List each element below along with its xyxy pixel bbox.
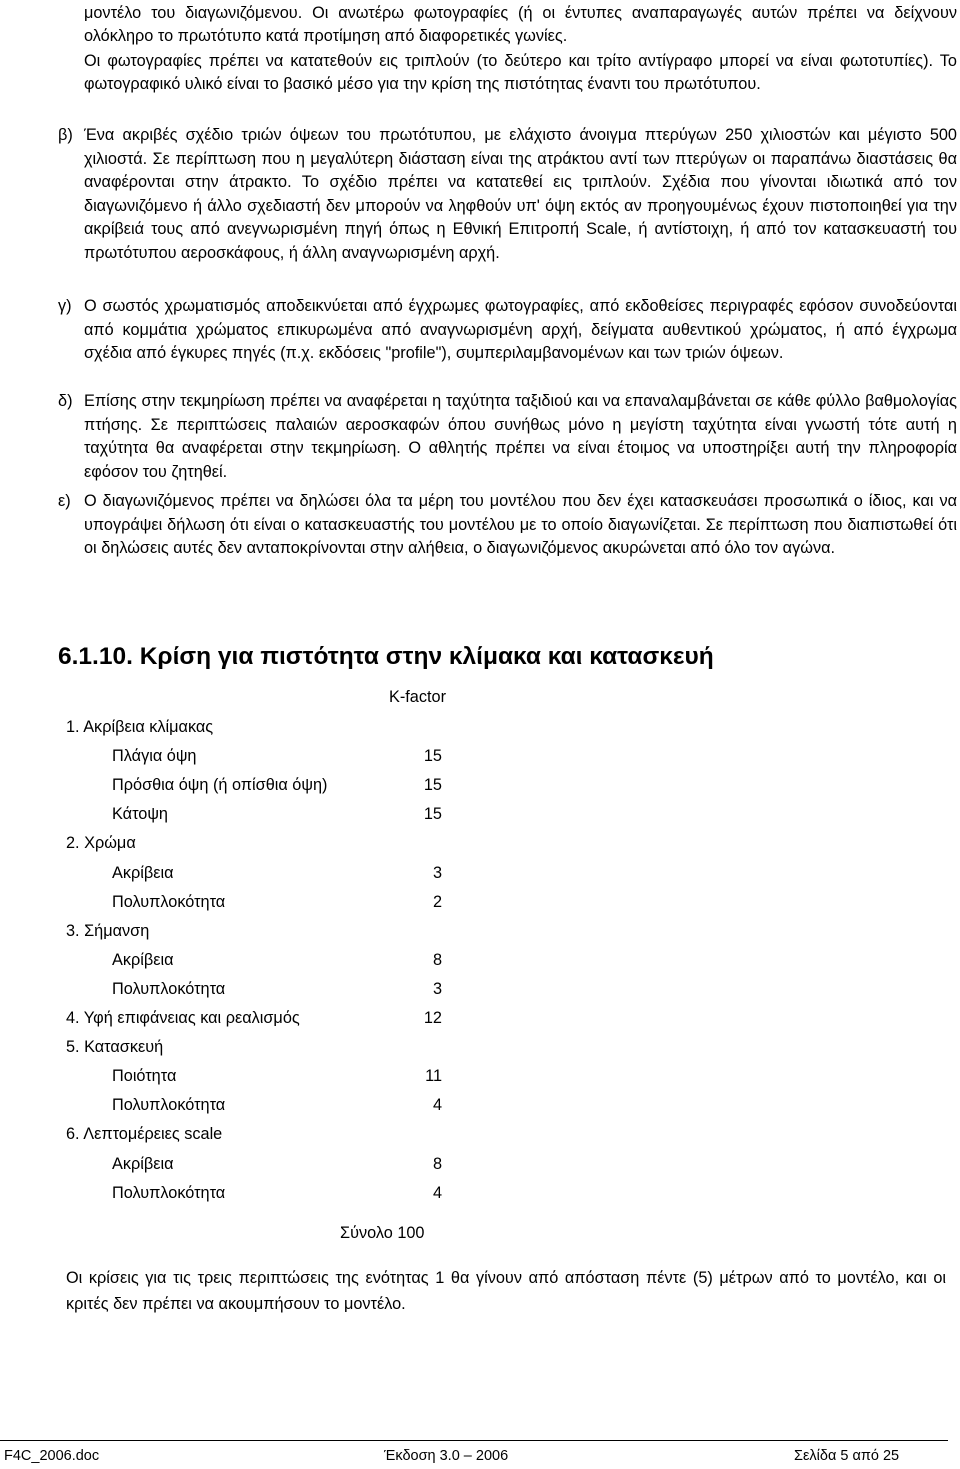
list-item-text: Επίσης στην τεκμηρίωση πρέπει να αναφέρεται η ταχύτητα ταξιδιού και να επαναλαμβάνεται σε κάθε φύλλο βαθμολογίας πτήσης. Σε περιπτώσεις παλαιών αεροσκαφών όπου συνήθως μόνο η μεγίστη ταχύτητα είναι γνωστή τότε αυτή η ταχύτητα θα αναφέρεται στην τεκμηρίωση. Ο αθλητής πρέπει να είναι έτοιμος να υποστηρίξει αυτή την πληροφορία εφόσον του ζητηθεί. (84, 392, 957, 481)
score-kfactor-value: 15 (423, 776, 442, 794)
score-kfactor-value: 8 (432, 951, 442, 969)
total-score: Σύνολο 100 (340, 1224, 425, 1242)
score-category-label: 6. Λεπτομέρειες scale (66, 1125, 223, 1143)
section-heading: 6.1.10. Κρίση για πιστότητα στην κλίμακα και κατασκευή (58, 643, 714, 670)
kfactor-column-header: K-factor (389, 688, 447, 706)
score-kfactor-value: 4 (432, 1184, 442, 1202)
score-category-label: 4. Υφή επιφάνειας και ρεαλισμός (66, 1009, 300, 1027)
score-kfactor-value: 3 (432, 980, 442, 998)
footer-filename: F4C_2006.doc (4, 1448, 100, 1464)
footer-divider (0, 1440, 948, 1441)
list-item-text: Ο διαγωνιζόμενος πρέπει να δηλώσει όλα τα μέρη του μοντέλου που δεν έχει κατασκευάσει προσωπικά ο ίδιος, και να υπογράψει δήλωση ότι είναι ο κατασκευαστής του μοντέλου με το οποίο διαγωνίζεται. Σε περίπτωση που διαπιστωθεί ότι οι δηλώσεις αυτές δεν ανταποκρίνονται στην αλήθεια, ο διαγωνιζόμενος ακυρώνεται από όλο τον αγώνα. (84, 492, 957, 557)
list-item-text: Ο σωστός χρωματισμός αποδεικνύεται από έγχρωμες φωτογραφίες, από εκδοθείσες περιγραφές εφόσον συνοδεύονται από κομμάτια χρώματος επικυρωμένα από αναγνωρισμένη αρχή, δείγματα αυθεντικού χρώματος, ή από έγχρωμα σχέδια από έγκυρες πηγές (π.χ. εκδόσεις "profile"), συμπεριλαμβανομένων και των τριών όψεων. (84, 297, 957, 362)
score-category-label: 5. Κατασκευή (66, 1038, 164, 1056)
score-criterion-label: Ακρίβεια (112, 1155, 174, 1173)
score-criterion-label: Κάτοψη (112, 805, 168, 823)
score-criterion-label: Πολυπλοκότητα (112, 893, 226, 911)
footer-edition: Έκδοση 3.0 – 2006 (384, 1448, 509, 1464)
score-criterion-label: Πρόσθια όψη (ή οπίσθια όψη) (112, 776, 328, 794)
score-category-label: 2. Χρώμα (66, 834, 136, 852)
score-criterion-label: Πολυπλοκότητα (112, 1096, 226, 1114)
score-kfactor-value: 3 (432, 864, 442, 882)
list-item-text: Ένα ακριβές σχέδιο τριών όψεων του πρωτότυπου, με ελάχιστο άνοιγμα πτερύγων 250 χιλιοστών και μέγιστο 500 χιλιοστά. Σε περίπτωση που η μεγαλύτερη διάσταση είναι της ατράκτου αντί των πτερύγων οι παραπάνω διαστάσεις θα αναφέρονται στην άτρακτο. Το σχέδιο πρέπει να κατατεθεί εις τριπλούν. Σχέδια που γίνονται ιδιωτικά από τον διαγωνιζόμενο ή άλλο σχεδιαστή δεν μπορούν να ληφθούν υπ' όψη εκτός αν προηγουμένως έχουν πιστοποιηθεί για την ακρίβειά τους από ανεγνωρισμένη πηγή όπως η Εθνική Επιτροπή Scale, ή αντίστοιχη, ή από τον κατασκευαστή του πρωτότυπου αεροσκάφους, ή άλλη αναγνωρισμένη αρχή. (84, 126, 957, 262)
list-item-label: ε) (58, 492, 71, 510)
list-item-label: γ) (58, 297, 72, 315)
score-category-label: 1. Ακρίβεια κλίμακας (66, 718, 214, 736)
score-kfactor-value: 2 (432, 893, 442, 911)
score-kfactor-value: 12 (423, 1009, 442, 1027)
score-kfactor-value: 4 (432, 1096, 442, 1114)
intro-paragraph-1: μοντέλο του διαγωνιζόμενου. Οι ανωτέρω φωτογραφίες (ή οι έντυπες αναπαραγωγές αυτών πρέπει να δείχνουν ολόκληρο το πρωτότυπο κατά προτίμηση από διαφορετικές γωνίες. (84, 4, 957, 46)
score-criterion-label: Ποιότητα (112, 1067, 177, 1085)
score-kfactor-value: 8 (432, 1155, 442, 1173)
score-criterion-label: Πλάγια όψη (112, 747, 197, 765)
score-kfactor-value: 11 (425, 1067, 442, 1085)
score-kfactor-value: 15 (423, 747, 442, 765)
footer-page-number: Σελίδα 5 από 25 (794, 1448, 900, 1464)
score-criterion-label: Ακρίβεια (112, 951, 174, 969)
closing-paragraph: Οι κρίσεις για τις τρεις περιπτώσεις της ενότητας 1 θα γίνουν από απόσταση πέντε (5) μέτρων από το μοντέλο, και οι κριτές δεν πρέπει να ακουμπήσουν το μοντέλο. (66, 1269, 946, 1313)
score-criterion-label: Πολυπλοκότητα (112, 980, 226, 998)
score-kfactor-value: 15 (423, 805, 442, 823)
list-item-label: δ) (58, 392, 73, 410)
score-criterion-label: Πολυπλοκότητα (112, 1184, 226, 1202)
score-criterion-label: Ακρίβεια (112, 864, 174, 882)
intro-paragraph-2: Οι φωτογραφίες πρέπει να κατατεθούν εις τριπλούν (το δεύτερο και τρίτο αντίγραφο μπορεί να είναι φωτοτυπίες). Το φωτογραφικό υλικό είναι το βασικό μέσο για την κρίση της πιστότητας έναντι του πρωτότυπου. (84, 52, 957, 94)
list-item-label: β) (58, 126, 73, 144)
score-category-label: 3. Σήμανση (66, 922, 150, 940)
